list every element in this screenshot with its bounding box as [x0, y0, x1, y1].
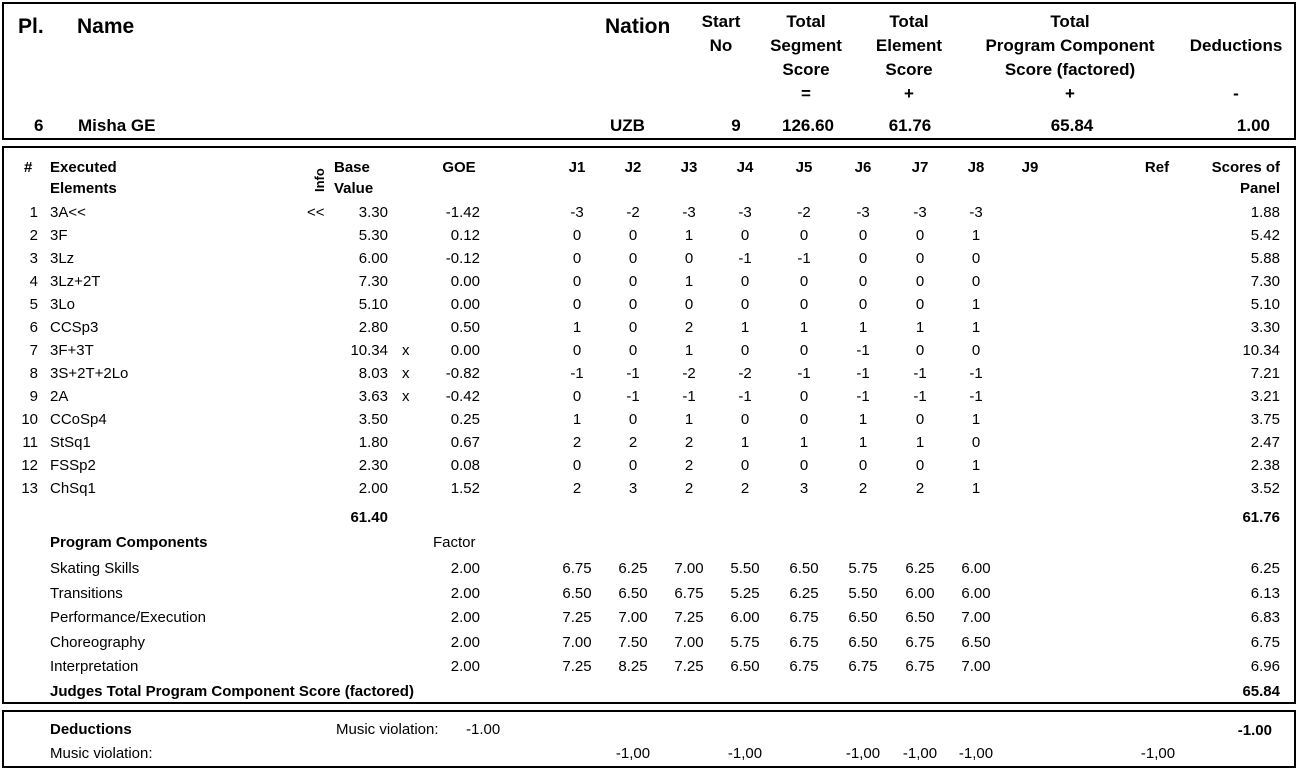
- element-judge-score: 0: [858, 273, 868, 290]
- component-judge-score: 6.25: [905, 560, 935, 577]
- element-judge-score: 0: [858, 250, 868, 267]
- element-base-value: 8.03: [358, 365, 388, 382]
- element-panel-score: 7.30: [1250, 273, 1280, 290]
- col-panel-header-2: Panel: [1239, 180, 1280, 197]
- col-goe-header: GOE: [442, 159, 476, 176]
- element-judge-score: 1: [684, 411, 694, 428]
- element-base-value: 6.00: [358, 250, 388, 267]
- component-judge-score: 7.00: [674, 560, 704, 577]
- element-bonus-mark: x: [402, 342, 410, 359]
- element-judge-score: 0: [572, 250, 582, 267]
- components-title: Program Components: [50, 534, 208, 551]
- element-num: 5: [29, 296, 38, 313]
- component-factor: 2.00: [450, 560, 480, 577]
- element-num: 8: [29, 365, 38, 382]
- skater-start-no: 9: [731, 116, 741, 135]
- element-judge-score: 0: [628, 342, 638, 359]
- element-judge-score: -2: [738, 365, 752, 382]
- element-goe: -1.42: [445, 204, 480, 221]
- element-judge-score: -3: [856, 204, 870, 221]
- element-judge-score: 0: [971, 342, 981, 359]
- element-judge-score: 0: [971, 250, 981, 267]
- element-judge-score: 1: [572, 319, 582, 336]
- component-judge-score: 6.25: [789, 585, 819, 602]
- element-judge-score: 2: [572, 480, 582, 497]
- header-name: Name: [77, 15, 135, 38]
- component-judge-score: 5.75: [730, 634, 760, 651]
- component-factor: 2.00: [450, 609, 480, 626]
- element-name: 3Lz+2T: [50, 273, 101, 290]
- element-name: StSq1: [50, 434, 91, 451]
- element-judge-score: -1: [797, 250, 811, 267]
- element-judge-score: 0: [858, 296, 868, 313]
- element-num: 10: [21, 411, 38, 428]
- component-judge-score: 6.50: [961, 634, 991, 651]
- col-ref-header: Ref: [1144, 159, 1170, 176]
- col-executed-header-2: Elements: [50, 180, 117, 197]
- skater-name: Misha GE: [78, 116, 156, 135]
- skater-nation: UZB: [610, 116, 645, 135]
- element-base-value: 3.63: [358, 388, 388, 405]
- header-tes-line2: Element: [875, 36, 943, 55]
- deduction-detail-value: -1,00: [615, 745, 651, 762]
- element-judge-score: 0: [858, 457, 868, 474]
- header-start-no: [684, 10, 758, 58]
- element-judge-score: -3: [570, 204, 584, 221]
- element-judge-score: -3: [913, 204, 927, 221]
- col-num-header: #: [24, 159, 33, 176]
- element-judge-score: -1: [856, 388, 870, 405]
- element-base-total: 61.40: [350, 509, 388, 526]
- element-judge-score: 1: [572, 411, 582, 428]
- element-num: 12: [21, 457, 38, 474]
- element-judge-score: 0: [740, 457, 750, 474]
- component-judge-score: 7.25: [674, 658, 704, 675]
- element-judge-score: -1: [969, 388, 983, 405]
- element-panel-score: 3.30: [1250, 319, 1280, 336]
- component-judge-score: 8.25: [618, 658, 648, 675]
- element-judge-score: 2: [684, 434, 694, 451]
- element-judge-score: 0: [572, 388, 582, 405]
- component-judge-score: 6.75: [905, 658, 935, 675]
- col-judge-header-6: J6: [854, 159, 872, 176]
- element-name: 3F: [50, 227, 68, 244]
- component-judge-score: 7.00: [961, 609, 991, 626]
- component-judge-score: 7.00: [618, 609, 648, 626]
- component-name: Performance/Execution: [50, 609, 206, 626]
- header-deductions-line1: Deductions: [1189, 36, 1283, 55]
- element-judge-score: 0: [915, 457, 925, 474]
- components-factor-header: Factor: [433, 534, 476, 551]
- component-judge-score: 6.75: [674, 585, 704, 602]
- element-num: 3: [29, 250, 38, 267]
- col-judge-header-1: J1: [568, 159, 586, 176]
- skater-place: 6: [34, 116, 44, 135]
- component-panel-score: 6.13: [1250, 585, 1280, 602]
- element-judge-score: 1: [799, 319, 809, 336]
- component-judge-score: 7.50: [618, 634, 648, 651]
- deduction-detail-value: -1,00: [727, 745, 763, 762]
- element-goe: 0.12: [450, 227, 480, 244]
- element-panel-score: 2.38: [1250, 457, 1280, 474]
- col-judge-header-9: J9: [1021, 159, 1039, 176]
- header-tss: [754, 10, 858, 106]
- element-judge-score: 1: [799, 434, 809, 451]
- component-judge-score: 6.75: [789, 634, 819, 651]
- element-num: 13: [21, 480, 38, 497]
- header-deductions: [1174, 34, 1298, 106]
- element-base-value: 3.50: [358, 411, 388, 428]
- header-tss-line3: Score: [782, 60, 830, 79]
- component-judge-score: 6.75: [905, 634, 935, 651]
- element-judge-score: 2: [858, 480, 868, 497]
- element-base-value: 2.00: [358, 480, 388, 497]
- element-judge-score: 2: [684, 480, 694, 497]
- header-pcs-line3: Score (factored): [1004, 60, 1136, 79]
- element-judge-score: -1: [570, 365, 584, 382]
- element-name: CCSp3: [50, 319, 99, 336]
- element-judge-score: 3: [628, 480, 638, 497]
- header-start-no-line1: Start: [701, 12, 741, 31]
- header-pcs-line2: Program Component: [985, 36, 1155, 55]
- element-judge-score: -1: [738, 250, 752, 267]
- deductions-summary-label: Music violation:: [336, 721, 439, 738]
- component-judge-score: 7.25: [674, 609, 704, 626]
- component-judge-score: 6.75: [562, 560, 592, 577]
- deductions-summary-value: -1.00: [466, 721, 501, 738]
- element-judge-score: 0: [858, 227, 868, 244]
- element-panel-score: 2.47: [1250, 434, 1280, 451]
- component-judge-score: 6.00: [961, 585, 991, 602]
- element-judge-score: 0: [628, 296, 638, 313]
- col-judge-header-4: J4: [736, 159, 754, 176]
- component-judge-score: 6.00: [730, 609, 760, 626]
- element-goe: 0.50: [450, 319, 480, 336]
- component-factor: 2.00: [450, 634, 480, 651]
- component-judge-score: 6.50: [730, 658, 760, 675]
- element-judge-score: 0: [915, 411, 925, 428]
- element-name: 3S+2T+2Lo: [50, 365, 129, 382]
- element-judge-score: 1: [971, 480, 981, 497]
- element-judge-score: -2: [626, 204, 640, 221]
- element-judge-score: 0: [572, 457, 582, 474]
- component-panel-score: 6.96: [1250, 658, 1280, 675]
- element-num: 2: [29, 227, 38, 244]
- element-judge-score: 0: [628, 250, 638, 267]
- element-judge-score: 0: [915, 342, 925, 359]
- header-nation: Nation: [605, 15, 671, 38]
- element-name: ChSq1: [50, 480, 96, 497]
- element-judge-score: 3: [799, 480, 809, 497]
- element-base-value: 5.10: [358, 296, 388, 313]
- element-judge-score: 2: [740, 480, 750, 497]
- element-base-value: 3.30: [358, 204, 388, 221]
- skater-deductions: 1.00: [1236, 116, 1270, 135]
- element-judge-score: 0: [740, 227, 750, 244]
- element-base-value: 5.30: [358, 227, 388, 244]
- element-judge-score: -1: [856, 365, 870, 382]
- component-judge-score: 7.00: [674, 634, 704, 651]
- element-judge-score: 0: [971, 273, 981, 290]
- element-judge-score: -1: [682, 388, 696, 405]
- component-factor: 2.00: [450, 585, 480, 602]
- component-judge-score: 5.75: [848, 560, 878, 577]
- header-pcs-line1: Total: [1050, 12, 1090, 31]
- component-judge-score: 5.50: [848, 585, 878, 602]
- element-judge-score: -1: [626, 365, 640, 382]
- component-judge-score: 6.50: [789, 560, 819, 577]
- element-judge-score: 1: [740, 319, 750, 336]
- element-judge-score: 2: [572, 434, 582, 451]
- element-judge-score: -3: [969, 204, 983, 221]
- element-name: 3Lo: [50, 296, 76, 313]
- element-judge-score: 2: [628, 434, 638, 451]
- element-judge-score: 0: [799, 388, 809, 405]
- element-panel-score: 10.34: [1242, 342, 1280, 359]
- element-judge-score: 0: [740, 273, 750, 290]
- element-judge-score: 0: [628, 457, 638, 474]
- col-judge-header-3: J3: [680, 159, 698, 176]
- component-judge-score: 6.50: [848, 609, 878, 626]
- deductions-detail-label: Music violation:: [50, 745, 153, 762]
- element-judge-score: 1: [971, 319, 981, 336]
- header-pcs-line4: +: [1065, 84, 1075, 103]
- component-judge-score: 6.75: [789, 609, 819, 626]
- element-judge-score: 0: [572, 296, 582, 313]
- component-panel-score: 6.75: [1250, 634, 1280, 651]
- col-executed-header-1: Executed: [50, 159, 117, 176]
- header-tss-line1: Total: [786, 12, 826, 31]
- component-judge-score: 6.75: [848, 658, 878, 675]
- element-num: 11: [22, 434, 38, 451]
- col-panel-header-1: Scores of: [1211, 159, 1280, 176]
- component-name: Skating Skills: [50, 560, 140, 577]
- element-judge-score: 0: [628, 411, 638, 428]
- element-judge-score: 0: [915, 227, 925, 244]
- element-judge-score: 1: [858, 411, 868, 428]
- deduction-detail-value: -1,00: [1140, 745, 1176, 762]
- element-panel-score: 3.52: [1250, 480, 1280, 497]
- element-judge-score: 0: [628, 227, 638, 244]
- element-judge-score: 0: [799, 342, 809, 359]
- component-name: Interpretation: [50, 658, 139, 675]
- col-base-header-2: Value: [334, 180, 374, 197]
- element-goe: -0.82: [445, 365, 480, 382]
- col-base-header-1: Base: [334, 159, 370, 176]
- element-goe: 0.00: [450, 342, 480, 359]
- col-judge-header-5: J5: [795, 159, 813, 176]
- header-tes-line4: +: [904, 84, 914, 103]
- component-judge-score: 6.50: [562, 585, 592, 602]
- element-info: <<: [307, 204, 325, 221]
- component-name: Transitions: [50, 585, 123, 602]
- element-name: FSSp2: [50, 457, 96, 474]
- element-base-value: 2.30: [358, 457, 388, 474]
- element-panel-total: 61.76: [1242, 509, 1280, 526]
- element-name: 3Lz: [50, 250, 75, 267]
- header-start-no-line2: No: [709, 36, 733, 55]
- element-judge-score: 0: [799, 296, 809, 313]
- element-goe: -0.12: [445, 250, 480, 267]
- element-judge-score: 0: [740, 296, 750, 313]
- element-goe: -0.42: [445, 388, 480, 405]
- element-judge-score: 1: [971, 296, 981, 313]
- element-panel-score: 5.42: [1250, 227, 1280, 244]
- element-judge-score: -2: [797, 204, 811, 221]
- element-base-value: 10.34: [350, 342, 388, 359]
- header-tss-line4: =: [801, 84, 811, 103]
- element-judge-score: 0: [628, 319, 638, 336]
- element-judge-score: -1: [797, 365, 811, 382]
- element-judge-score: 0: [915, 296, 925, 313]
- header-tes-line3: Score: [885, 60, 933, 79]
- element-judge-score: -2: [682, 365, 696, 382]
- component-judge-score: 5.50: [730, 560, 760, 577]
- element-judge-score: 0: [799, 227, 809, 244]
- component-judge-score: 7.25: [562, 609, 592, 626]
- element-judge-score: 1: [684, 342, 694, 359]
- element-goe: 1.52: [450, 480, 480, 497]
- component-judge-score: 5.25: [730, 585, 760, 602]
- component-name: Choreography: [50, 634, 146, 651]
- component-judge-score: 7.00: [961, 658, 991, 675]
- header-tss-line2: Segment: [770, 36, 842, 55]
- element-judge-score: 0: [799, 411, 809, 428]
- components-total-label: Judges Total Program Component Score (factored): [50, 683, 414, 700]
- element-goe: 0.08: [450, 457, 480, 474]
- element-judge-score: 0: [572, 273, 582, 290]
- element-judge-score: 0: [971, 434, 981, 451]
- element-judge-score: 0: [915, 250, 925, 267]
- deductions-total: -1.00: [1237, 722, 1272, 739]
- element-num: 7: [29, 342, 38, 359]
- element-goe: 0.67: [450, 434, 480, 451]
- element-judge-score: 2: [684, 457, 694, 474]
- element-judge-score: 1: [971, 227, 981, 244]
- component-judge-score: 6.25: [618, 560, 648, 577]
- element-judge-score: 1: [858, 434, 868, 451]
- deduction-detail-value: -1,00: [958, 745, 994, 762]
- element-name: CCoSp4: [50, 411, 107, 428]
- element-panel-score: 5.10: [1250, 296, 1280, 313]
- element-judge-score: 1: [915, 434, 925, 451]
- skater-tss: 126.60: [782, 116, 834, 135]
- header-pcs: [972, 10, 1168, 106]
- element-judge-score: -1: [626, 388, 640, 405]
- col-judge-header-7: J7: [911, 159, 929, 176]
- element-panel-score: 3.21: [1250, 388, 1280, 405]
- component-judge-score: 6.50: [618, 585, 648, 602]
- component-judge-score: 6.75: [789, 658, 819, 675]
- element-judge-score: 1: [915, 319, 925, 336]
- element-judge-score: 1: [858, 319, 868, 336]
- col-judge-header-2: J2: [624, 159, 642, 176]
- component-judge-score: 7.25: [562, 658, 592, 675]
- summary-box: [2, 2, 1296, 140]
- element-judge-score: 0: [799, 457, 809, 474]
- element-bonus-mark: x: [402, 365, 410, 382]
- element-judge-score: 1: [971, 457, 981, 474]
- component-judge-score: 6.00: [961, 560, 991, 577]
- element-judge-score: 0: [799, 273, 809, 290]
- header-tes: [864, 10, 954, 106]
- element-judge-score: 0: [628, 273, 638, 290]
- element-panel-score: 7.21: [1250, 365, 1280, 382]
- deduction-detail-value: -1,00: [902, 745, 938, 762]
- component-panel-score: 6.25: [1250, 560, 1280, 577]
- deductions-box: [2, 710, 1296, 768]
- element-judge-score: 1: [684, 273, 694, 290]
- element-goe: 0.00: [450, 273, 480, 290]
- element-judge-score: -3: [738, 204, 752, 221]
- components-total-value: 65.84: [1242, 683, 1280, 700]
- component-judge-score: 7.00: [562, 634, 592, 651]
- component-factor: 2.00: [450, 658, 480, 675]
- element-name: 2A: [50, 388, 69, 405]
- element-judge-score: -1: [913, 388, 927, 405]
- component-judge-score: 6.00: [905, 585, 935, 602]
- element-bonus-mark: x: [402, 388, 410, 405]
- element-judge-score: 0: [684, 250, 694, 267]
- element-judge-score: 0: [572, 227, 582, 244]
- header-tes-line1: Total: [889, 12, 929, 31]
- component-panel-score: 6.83: [1250, 609, 1280, 626]
- deduction-detail-value: -1,00: [845, 745, 881, 762]
- details-box: [2, 146, 1296, 704]
- element-goe: 0.00: [450, 296, 480, 313]
- element-judge-score: 2: [684, 319, 694, 336]
- element-judge-score: 0: [572, 342, 582, 359]
- element-judge-score: 1: [971, 411, 981, 428]
- col-judge-header-8: J8: [967, 159, 985, 176]
- element-judge-score: 0: [684, 296, 694, 313]
- element-judge-score: 1: [740, 434, 750, 451]
- element-num: 6: [29, 319, 38, 336]
- element-base-value: 7.30: [358, 273, 388, 290]
- element-judge-score: 0: [740, 411, 750, 428]
- element-goe: 0.25: [450, 411, 480, 428]
- element-judge-score: -1: [913, 365, 927, 382]
- element-judge-score: 0: [740, 342, 750, 359]
- element-name: 3F+3T: [50, 342, 94, 359]
- element-judge-score: -1: [969, 365, 983, 382]
- element-panel-score: 1.88: [1250, 204, 1280, 221]
- element-judge-score: 0: [915, 273, 925, 290]
- element-panel-score: 5.88: [1250, 250, 1280, 267]
- skater-pcs: 65.84: [1050, 116, 1094, 135]
- element-num: 9: [29, 388, 38, 405]
- component-judge-score: 6.50: [905, 609, 935, 626]
- element-num: 1: [29, 204, 38, 221]
- element-base-value: 1.80: [358, 434, 388, 451]
- element-judge-score: -1: [856, 342, 870, 359]
- element-base-value: 2.80: [358, 319, 388, 336]
- element-name: 3A<<: [50, 204, 86, 221]
- header-pl: Pl.: [18, 15, 44, 38]
- element-judge-score: 1: [684, 227, 694, 244]
- element-judge-score: -3: [682, 204, 696, 221]
- col-info-header: Info: [312, 168, 327, 192]
- deductions-title: Deductions: [50, 721, 132, 738]
- element-judge-score: -1: [738, 388, 752, 405]
- element-panel-score: 3.75: [1250, 411, 1280, 428]
- component-judge-score: 6.50: [848, 634, 878, 651]
- element-num: 4: [29, 273, 38, 290]
- header-deductions-line2: -: [1233, 84, 1239, 103]
- element-judge-score: 2: [915, 480, 925, 497]
- skater-tes: 61.76: [888, 116, 932, 135]
